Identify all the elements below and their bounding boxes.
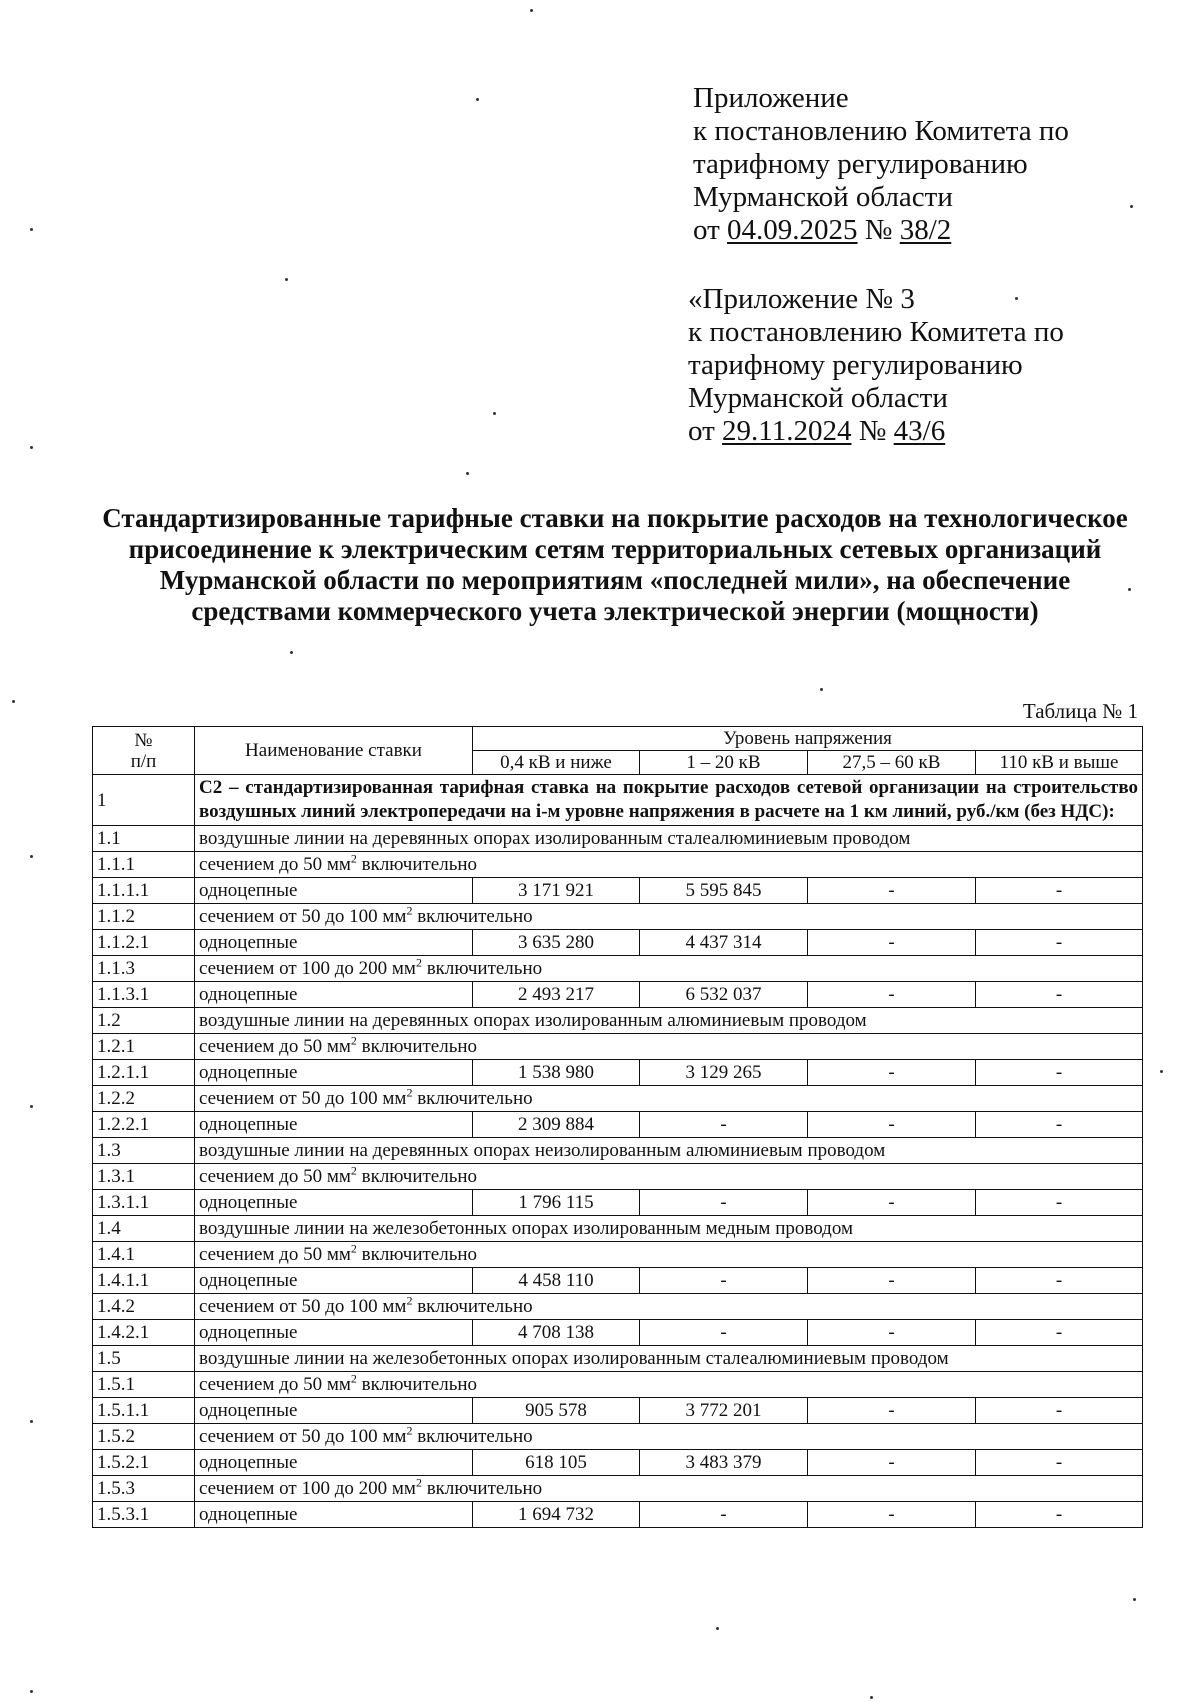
row-name: одноцепные [195, 1450, 473, 1476]
row-name-end: включительно [412, 1296, 533, 1317]
scan-speck [290, 651, 293, 654]
row-number: 1.1.1 [93, 852, 195, 878]
scan-speck [12, 700, 15, 703]
category-text: С2 – стандартизированная тарифная ставка на покрытие расходов сетевой организации на строительство воздушных линий электропередачи на i-м уровне напряжения в расчете на 1 км линий, руб./км (без НДС): [195, 775, 1143, 826]
header-voltage-04: 0,4 кВ и ниже [473, 751, 640, 775]
row-name: одноцепные [195, 1190, 473, 1216]
table-row [93, 1294, 1143, 1320]
rate-value-v4: - [976, 1268, 1143, 1294]
row-number: 1.5.1 [93, 1372, 195, 1398]
scan-speck [466, 472, 469, 475]
row-name [195, 1034, 1143, 1060]
row-name: одноцепные [195, 1502, 473, 1528]
table-row [93, 1398, 1143, 1424]
rate-value-v3: - [808, 1060, 976, 1086]
appendix-prev-number: 43/6 [893, 415, 946, 447]
scan-speck [30, 855, 33, 858]
scan-speck [30, 1420, 33, 1423]
scan-speck [30, 446, 33, 449]
unit-mm: мм [326, 854, 351, 875]
unit-mm: мм [391, 1478, 416, 1499]
row-name: воздушные линии на деревянных опорах изолированным алюминиевым проводом [195, 1008, 1143, 1034]
header-voltage-1-20: 1 – 20 кВ [640, 751, 808, 775]
table-row [93, 1476, 1143, 1502]
row-name [195, 1372, 1143, 1398]
appendix-previous-header [688, 283, 1064, 448]
row-name-end: включительно [412, 906, 533, 927]
unit-mm: мм [382, 1088, 407, 1109]
row-name-start: сечением от 100 до 200 [199, 958, 392, 979]
row-number: 1.1.1.1 [93, 878, 195, 904]
scan-speck [820, 688, 823, 691]
unit-superscript: 2 [406, 903, 413, 918]
unit-superscript: 2 [415, 1475, 422, 1490]
row-name: воздушные линии на деревянных опорах изолированным сталеалюминиевым проводом [195, 826, 1143, 852]
unit-mm: мм [326, 1244, 351, 1265]
rates-table [92, 726, 1143, 1528]
header-number-cell [93, 727, 195, 775]
row-name: одноцепные [195, 1060, 473, 1086]
appendix-prev-number-prefix: № [851, 415, 894, 447]
appendix-prev-line-4: Мурманской области [688, 382, 948, 414]
unit-superscript: 2 [406, 1293, 413, 1308]
row-number: 1.1.3 [93, 956, 195, 982]
row-name-end: включительно [412, 1426, 533, 1447]
rate-value-v1: 4 458 110 [473, 1268, 640, 1294]
row-number: 1.2.2 [93, 1086, 195, 1112]
appendix-prev-date-prefix: от [688, 415, 723, 447]
rate-value-v2: 3 129 265 [640, 1060, 808, 1086]
row-number: 1.1.2 [93, 904, 195, 930]
row-number: 1.4 [93, 1216, 195, 1242]
row-name [195, 1164, 1143, 1190]
unit-superscript: 2 [415, 955, 422, 970]
row-name-start: сечением до 50 [199, 1166, 327, 1187]
table-row [93, 1372, 1143, 1398]
rate-value-v1: 1 796 115 [473, 1190, 640, 1216]
rate-value-v3: - [808, 1398, 976, 1424]
row-name: одноцепные [195, 982, 473, 1008]
scan-speck [1133, 1598, 1136, 1601]
appendix-date-prefix: от [693, 214, 728, 246]
row-name-end: включительно [412, 1088, 533, 1109]
unit-superscript: 2 [350, 1371, 357, 1386]
row-name [195, 956, 1143, 982]
rate-value-v3: - [808, 1190, 976, 1216]
row-name-start: сечением до 50 [199, 1036, 327, 1057]
category-row [93, 775, 1143, 826]
row-number: 1.4.2 [93, 1294, 195, 1320]
row-name-start: сечением до 50 [199, 1374, 327, 1395]
unit-mm: мм [382, 1296, 407, 1317]
scan-speck [476, 98, 479, 101]
row-number: 1.3.1.1 [93, 1190, 195, 1216]
rate-value-v3: - [808, 1320, 976, 1346]
rate-value-v2: 6 532 037 [640, 982, 808, 1008]
rate-value-v3: - [808, 1112, 976, 1138]
appendix-prev-date: 29.11.2024 [722, 415, 852, 447]
unit-mm: мм [382, 1426, 407, 1447]
row-name-end: включительно [356, 1036, 478, 1057]
table-row [93, 1268, 1143, 1294]
row-number: 1.3.1 [93, 1164, 195, 1190]
appendix-prev-line-2: к постановлению Комитета по [688, 316, 1064, 348]
row-number: 1.2.2.1 [93, 1112, 195, 1138]
scan-speck [30, 228, 33, 231]
rate-value-v1: 2 309 884 [473, 1112, 640, 1138]
header-voltage-110: 110 кВ и выше [976, 751, 1143, 775]
rate-value-v2: - [640, 1268, 808, 1294]
row-number: 1.5.2.1 [93, 1450, 195, 1476]
unit-mm: мм [382, 906, 407, 927]
rate-value-v3: - [808, 1268, 976, 1294]
rate-value-v4: - [976, 1190, 1143, 1216]
rate-value-v2: - [640, 1112, 808, 1138]
rate-value-v1: 905 578 [473, 1398, 640, 1424]
row-number: 1.4.1.1 [93, 1268, 195, 1294]
rate-value-v2: 5 595 845 [640, 878, 808, 904]
table-caption: Таблица № 1 [1022, 699, 1138, 723]
scan-speck [285, 278, 288, 281]
rate-value-v2: - [640, 1190, 808, 1216]
table-row [93, 1320, 1143, 1346]
table-row [93, 1242, 1143, 1268]
rate-value-v3: - [808, 1450, 976, 1476]
rate-value-v4: - [976, 1060, 1143, 1086]
row-name-start: сечением от 100 до 200 [199, 1478, 392, 1499]
row-name-start: сечением от 50 до 100 [199, 906, 383, 927]
table-row [93, 1034, 1143, 1060]
appendix-line-2: к постановлению Комитета по [693, 115, 1069, 147]
row-name [195, 852, 1143, 878]
category-number: 1 [93, 775, 195, 826]
row-name [195, 1242, 1143, 1268]
header-name-cell: Наименование ставки [195, 727, 473, 775]
table-row [93, 852, 1143, 878]
table-row [93, 1346, 1143, 1372]
row-name-end: включительно [356, 1166, 478, 1187]
table-row [93, 1190, 1143, 1216]
appendix-prev-line-1: «Приложение № 3 [688, 283, 915, 315]
table-row [93, 826, 1143, 852]
row-number: 1.2 [93, 1008, 195, 1034]
table-row [93, 956, 1143, 982]
rate-value-v3: - [808, 878, 976, 904]
appendix-number: 38/2 [899, 214, 952, 246]
header-voltage-27-60: 27,5 – 60 кВ [808, 751, 976, 775]
scan-speck [30, 1690, 33, 1693]
table-row [93, 1112, 1143, 1138]
rate-value-v3: - [808, 930, 976, 956]
table-row [93, 1216, 1143, 1242]
rate-value-v2: - [640, 1502, 808, 1528]
rate-value-v4: - [976, 1112, 1143, 1138]
row-number: 1.1.3.1 [93, 982, 195, 1008]
row-number: 1.5 [93, 1346, 195, 1372]
row-number: 1.5.1.1 [93, 1398, 195, 1424]
row-name-start: сечением до 50 [199, 854, 327, 875]
row-name: воздушные линии на деревянных опорах неизолированным алюминиевым проводом [195, 1138, 1143, 1164]
row-name: одноцепные [195, 1320, 473, 1346]
rate-value-v1: 1 538 980 [473, 1060, 640, 1086]
rate-value-v4: - [976, 1320, 1143, 1346]
rate-value-v3: - [808, 1502, 976, 1528]
rate-value-v1: 3 635 280 [473, 930, 640, 956]
row-name: одноцепные [195, 1112, 473, 1138]
header-number-line-1: № [134, 729, 153, 751]
scan-speck [1160, 1070, 1163, 1073]
rate-value-v3: - [808, 982, 976, 1008]
table-row [93, 982, 1143, 1008]
table-row [93, 904, 1143, 930]
row-name: одноцепные [195, 1398, 473, 1424]
row-name: одноцепные [195, 930, 473, 956]
scan-speck [870, 1696, 873, 1699]
document-title: Стандартизированные тарифные ставки на покрытие расходов на технологическое присоединение к электрическим сетям территориальных сетевых организаций Мурманской области по мероприятиям «последней мили», на обеспечение средствами коммерческого учета электрической энергии (мощности) [102, 503, 1128, 626]
table-row [93, 1138, 1143, 1164]
table-row [93, 1450, 1143, 1476]
row-number: 1.4.2.1 [93, 1320, 195, 1346]
row-number: 1.5.3.1 [93, 1502, 195, 1528]
row-number: 1.5.2 [93, 1424, 195, 1450]
rate-value-v4: - [976, 1502, 1143, 1528]
row-name-start: сечением от 50 до 100 [199, 1426, 383, 1447]
unit-mm: мм [326, 1374, 351, 1395]
appendix-header [693, 82, 1069, 247]
rate-value-v2: - [640, 1320, 808, 1346]
table-row [93, 1164, 1143, 1190]
row-name: воздушные линии на железобетонных опорах изолированным медным проводом [195, 1216, 1143, 1242]
row-name: воздушные линии на железобетонных опорах изолированным сталеалюминиевым проводом [195, 1346, 1143, 1372]
row-number: 1.1.2.1 [93, 930, 195, 956]
row-name-end: включительно [356, 1244, 478, 1265]
unit-superscript: 2 [350, 1033, 357, 1048]
rate-value-v4: - [976, 878, 1143, 904]
row-name [195, 1086, 1143, 1112]
row-number: 1.2.1 [93, 1034, 195, 1060]
header-number-line-2: п/п [130, 750, 157, 772]
rate-value-v1: 4 708 138 [473, 1320, 640, 1346]
appendix-line-1: Приложение [693, 82, 849, 114]
row-name: одноцепные [195, 878, 473, 904]
row-name [195, 1476, 1143, 1502]
appendix-line-3: тарифному регулированию [693, 148, 1028, 180]
scan-speck [1130, 205, 1133, 208]
rate-value-v1: 1 694 732 [473, 1502, 640, 1528]
table-row [93, 1086, 1143, 1112]
rate-value-v4: - [976, 1450, 1143, 1476]
appendix-prev-date-line [688, 415, 1064, 448]
table-row [93, 1008, 1143, 1034]
appendix-line-4: Мурманской области [693, 181, 953, 213]
table-row [93, 1060, 1143, 1086]
unit-mm: мм [326, 1166, 351, 1187]
row-name [195, 1294, 1143, 1320]
row-name-start: сечением от 50 до 100 [199, 1296, 383, 1317]
row-name-end: включительно [421, 958, 543, 979]
table-row [93, 930, 1143, 956]
appendix-prev-line-3: тарифному регулированию [688, 349, 1023, 381]
rate-value-v2: 3 772 201 [640, 1398, 808, 1424]
unit-superscript: 2 [350, 1241, 357, 1256]
unit-superscript: 2 [406, 1423, 413, 1438]
unit-mm: мм [326, 1036, 351, 1057]
rate-value-v2: 3 483 379 [640, 1450, 808, 1476]
unit-mm: мм [391, 958, 416, 979]
scan-speck [30, 1105, 33, 1108]
rate-value-v1: 618 105 [473, 1450, 640, 1476]
header-voltage-group: Уровень напряжения [473, 727, 1143, 751]
row-name-end: включительно [356, 1374, 478, 1395]
scan-speck [716, 1627, 719, 1630]
rate-value-v2: 4 437 314 [640, 930, 808, 956]
rate-value-v1: 3 171 921 [473, 878, 640, 904]
rate-value-v4: - [976, 982, 1143, 1008]
rate-value-v4: - [976, 1398, 1143, 1424]
row-number: 1.3 [93, 1138, 195, 1164]
rate-value-v4: - [976, 930, 1143, 956]
row-name [195, 904, 1143, 930]
table-row [93, 878, 1143, 904]
rate-value-v1: 2 493 217 [473, 982, 640, 1008]
unit-superscript: 2 [350, 851, 357, 866]
table-row [93, 1424, 1143, 1450]
row-name [195, 1424, 1143, 1450]
scan-speck [493, 412, 496, 415]
appendix-date-line [693, 214, 1069, 247]
row-number: 1.4.1 [93, 1242, 195, 1268]
unit-superscript: 2 [350, 1163, 357, 1178]
table-row [93, 1502, 1143, 1528]
scan-speck [530, 9, 533, 12]
row-name: одноцепные [195, 1268, 473, 1294]
row-name-end: включительно [421, 1478, 543, 1499]
appendix-number-prefix: № [857, 214, 900, 246]
row-number: 1.1 [93, 826, 195, 852]
row-number: 1.5.3 [93, 1476, 195, 1502]
appendix-date: 04.09.2025 [727, 214, 858, 246]
row-number: 1.2.1.1 [93, 1060, 195, 1086]
rates-table-body [93, 775, 1143, 1528]
row-name-start: сечением до 50 [199, 1244, 327, 1265]
row-name-start: сечением от 50 до 100 [199, 1088, 383, 1109]
unit-superscript: 2 [406, 1085, 413, 1100]
row-name-end: включительно [356, 854, 478, 875]
